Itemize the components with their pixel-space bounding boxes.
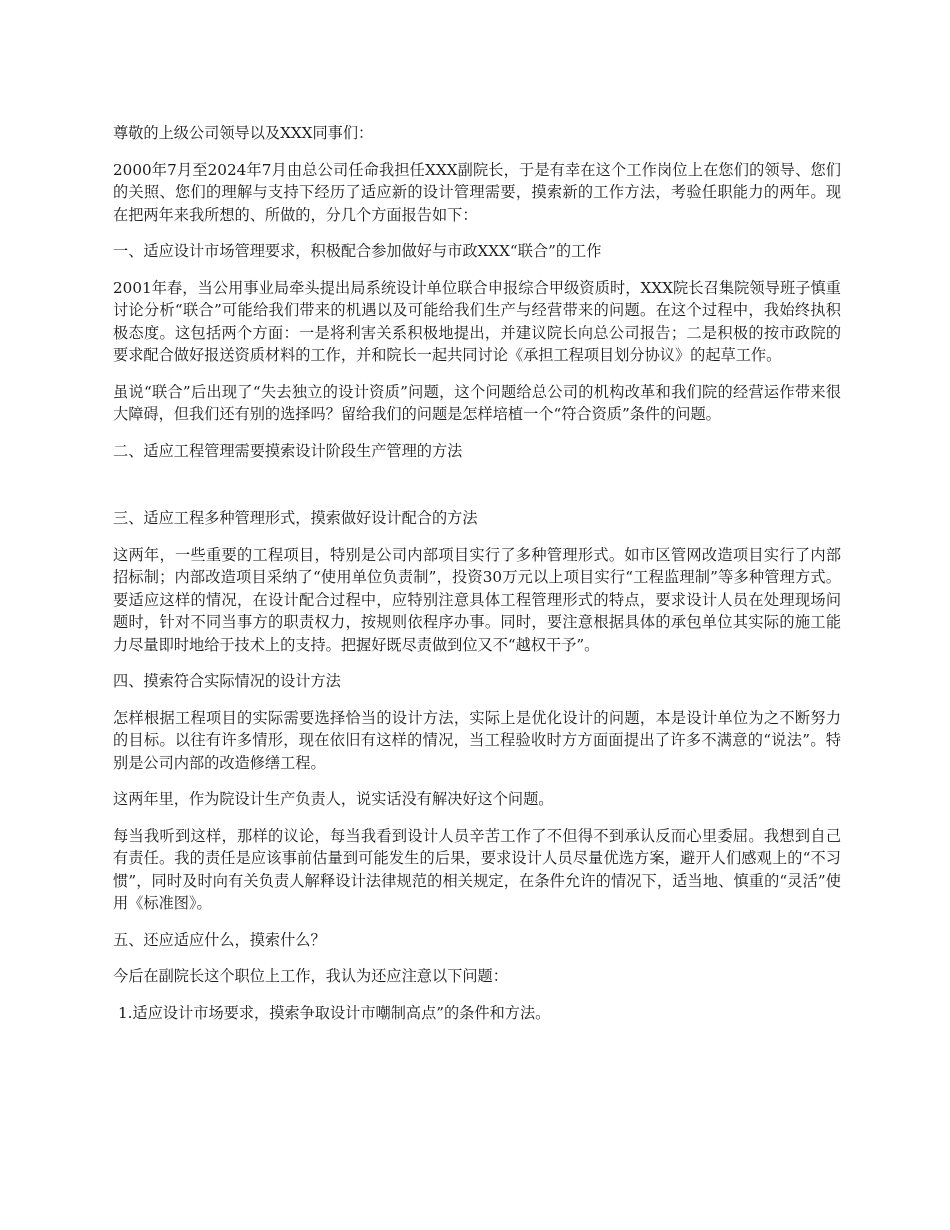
numbered-list xyxy=(113,1002,841,1025)
section-3-heading: 三、适应工程多种管理形式，摸索做好设计配合的方法 xyxy=(113,509,478,527)
list-item-text: 适应设计市场要求，摸索争取设计市嘲制高点”的条件和方法。 xyxy=(132,1003,551,1022)
section-4-heading: 四、摸索符合实际情况的设计方法 xyxy=(113,672,341,690)
section-5-heading: 五、还应适应什么，摸索什么？ xyxy=(113,930,326,949)
section-3-paragraph-1: 这两年，一些重要的工程项目，特别是公司内部项目实行了多种管理形式。如市区管网改造项目实行了内部招标制；内部改造项目采纳了“使用单位负责制”，投资30万元以上项目实行“工程监理制”等多种管理方式。要适应这样的情况，在设计配合过程中，应特别注意具体工程管理形式的特点，要求设计人员在处理现场问题时，针对不同当事方的职责权力，按规则依程序办事。同时，要注意根据具体的承包单位其实际的施工能力尽量即时地给于技术上的支持。把握好既尽责做到位又不“越权干予”。 xyxy=(113,545,841,654)
section-4-paragraph-2: 这两年里，作为院设计生产负责人，说实话没有解决好这个问题。 xyxy=(113,790,554,808)
list-item-number: 1. xyxy=(118,1003,133,1022)
section-5-paragraph-1: 今后在副院长这个职位上工作，我认为还应注意以下问题： xyxy=(113,967,508,985)
salutation: 尊敬的上级公司领导以及XXX同事们： xyxy=(113,124,374,142)
section-4-paragraph-3: 每当我听到这样，那样的议论，每当我看到设计人员辛苦工作了不但得不到承认反而心里委屈。我想到自己有责任。我的责任是应该事前估量到可能发生的后果，要求设计人员尽量优选方案，避开人们感观上的“不习惯”，同时及时向有关负责人解释设计法律规范的相关规定，在条件允许的情况下，适当地、慎重的“灵活”使用《标准图》。 xyxy=(113,826,841,912)
section-2-heading: 二、适应工程管理需要摸索设计阶段生产管理的方法 xyxy=(113,441,463,460)
section-1-heading: 一、适应设计市场管理要求，积极配合参加做好与市政XXX“联合”的工作 xyxy=(113,242,602,260)
section-1-paragraph-1: 2001年春，当公用事业局牵头提出局系统设计单位联合申报综合甲级资质时，XXX院长召集院领导班子慎重讨论分析“联合”可能给我们带来的机遇以及可能给我们生产与经营带来的问题。在这个过程中，我始终执积极态度。这包括两个方面：一是将利害关系积极地提出，并建议院长向总公司报告；二是积极的按市政院的要求配合做好报送资质材料的工作，并和院长一起共同讨论《承担工程项目划分协议》的起草工作。 xyxy=(113,278,841,364)
section-4-paragraph-1: 怎样根据工程项目的实际需要选择恰当的设计方法，实际上是优化设计的问题，本是设计单位为之不断努力的目标。以往有许多情形，现在依旧有这样的情况，当工程验收时方方面面提出了许多不满意的“说法”。特别是公司内部的改造修缮工程。 xyxy=(113,708,841,772)
intro-paragraph: 2000年7月至2024年7月由总公司任命我担任XXX副院长，于是有幸在这个工作岗位上在您们的领导、您们的关照、您们的理解与支持下经历了适应新的设计管理需要，摸索新的工作方法，考验任职能力的两年。现在把两年来我所想的、所做的，分几个方面报告如下： xyxy=(113,160,841,224)
section-1-paragraph-2: 虽说“联合”后出现了“失去独立的设计资质”问题，这个问题给总公司的机构改革和我们院的经营运作带来很大障碍，但我们还有别的选择吗？留给我们的问题是怎样培植一个“符合资质”条件的问题。 xyxy=(113,382,841,423)
blank-gap xyxy=(113,476,841,507)
list-item xyxy=(113,1002,841,1025)
document-body xyxy=(113,122,841,1024)
